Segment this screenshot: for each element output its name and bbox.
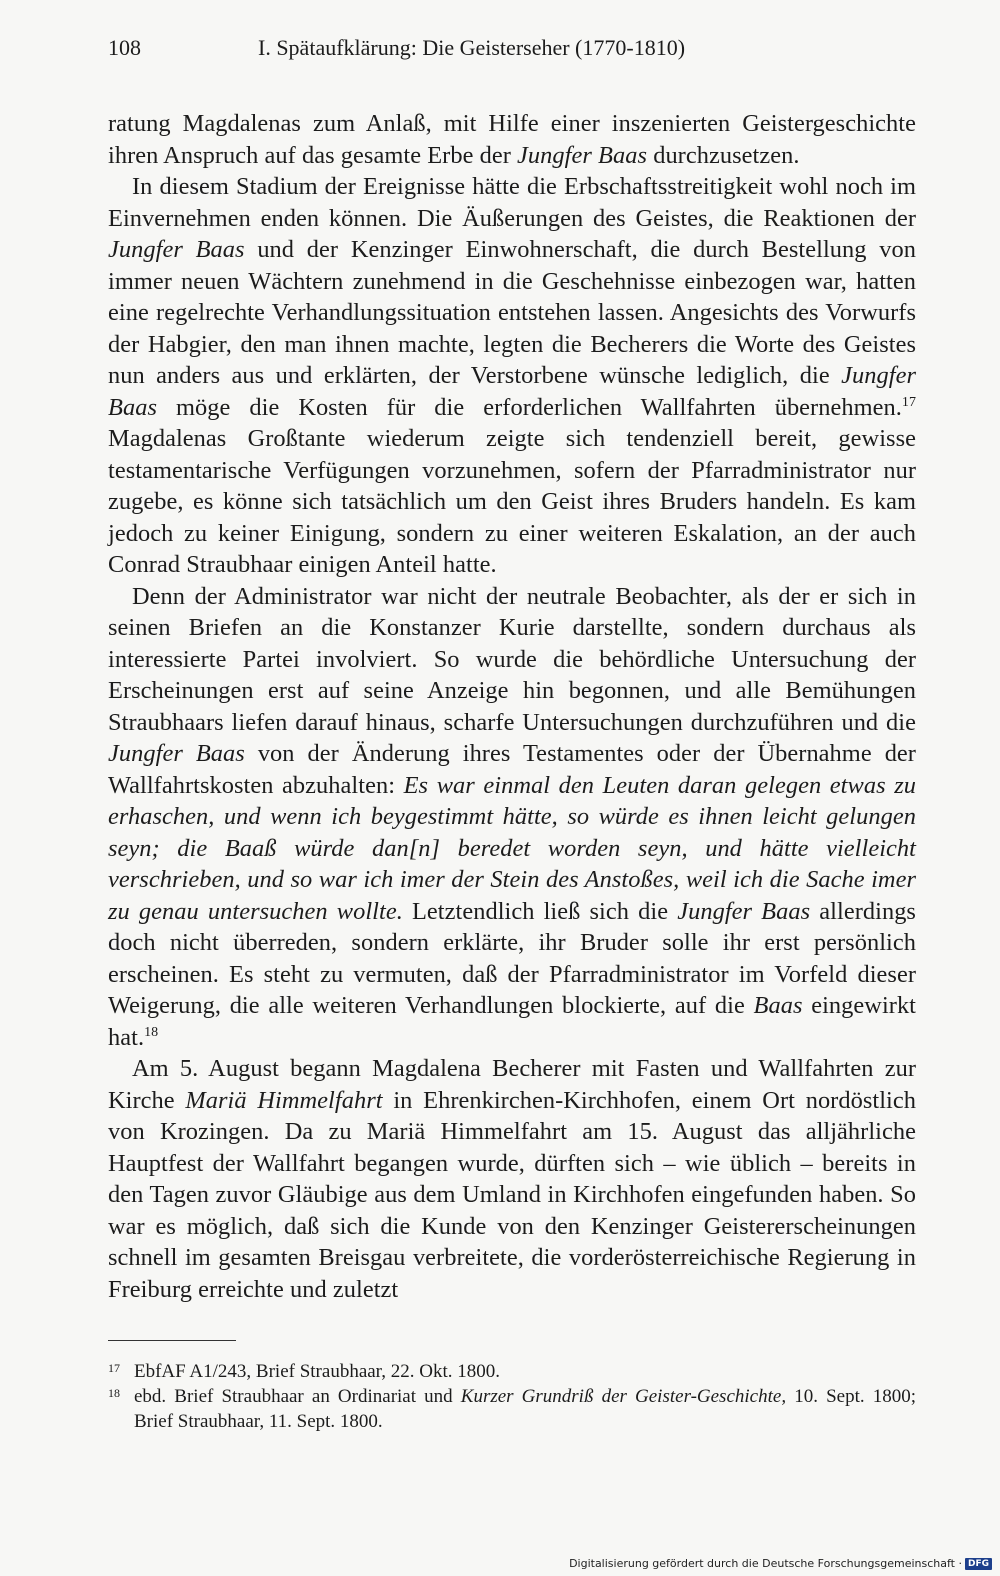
italic-text: Jungfer Baas [108,362,916,421]
text-run: Letztendlich ließ sich die [402,897,678,925]
italic-text: Jungfer Baas [677,897,811,925]
footnote-ref-18[interactable]: 18 [144,1024,159,1040]
footnote-text [134,1359,500,1384]
footnote-text [134,1384,916,1434]
footnote-number: 18 [108,1386,120,1400]
text-run: Am 5. August begann Magdalena Becherer mit Fasten und Wallfahrten zur Kirche [108,1055,916,1114]
footnote-18 [108,1384,916,1434]
body-text [108,108,916,1305]
text-run: in Ehrenkirchen-Kirchhofen, einem Ort nordöstlich von Krozingen. Da zu Mariä Himmelfahrt am 15. August das alljährliche Hauptfest der Wallfahrt begangen wurde, dürften sich – wie üblich – bereits in den Tagen zuvor Gläubige aus dem Umland in Kirchhofen eingefunden haben. So war es möglich, daß sich die Kunde von den Kenzinger Geistererscheinungen schnell im gesamten Breisgau verbreitete, die vorderösterreichische Regierung in Freiburg erreichte und zuletzt [108,1086,916,1303]
text-run: durchzusetzen. [647,141,800,169]
dfg-logo-icon: DFG [965,1558,992,1570]
italic-text: Mariä Himmelfahrt [185,1086,383,1114]
text-run: In diesem Stadium der Ereignisse hätte die Erbschaftsstreitigkeit wohl noch im Einvernehmen enden können. Die Äußerungen des Geistes, die Reaktionen der [108,173,916,232]
page-number: 108 [108,35,141,60]
italic-text: Jungfer Baas [108,236,245,263]
book-page [108,34,916,1305]
italic-text: Jungfer Baas [517,141,648,169]
footnote-divider [108,1340,236,1341]
credit-text: Digitalisierung gefördert durch die Deutsche Forschungsgemeinschaft · [569,1557,962,1570]
text-run: 10. Sept. 1800; Brief Straubhaar, 11. Sept. 1800. [134,1386,916,1432]
text-run: allerdings doch nicht überreden, sondern erklärte, ihr Bruder solle ihr erst persönlich erscheinen. Es steht zu vermuten, daß der Pfarradministrator im Vorfeld dieser Weigerung, die alle weiteren Verhandlungen blockierte, auf die [108,897,916,1019]
italic-quotation: Es war einmal den Leuten daran gelegen etwas zu erhaschen, und wenn ich beygestimmt hätte, so würde es ihnen leicht gelungen seyn; die Baaß würde dan[n] beredet worden seyn, und hätte vielleicht verschrieben, und so war ich imer der Stein des Anstoßes, weil ich die Sache imer zu genau untersuchen wollte. [108,771,916,925]
running-header [108,34,916,64]
italic-text: Baas [753,992,803,1019]
footnotes [108,1359,916,1434]
text-run: EbfAF A1/243, Brief Straubhaar, 22. Okt. 1800. [134,1361,501,1382]
text-run: von der Änderung ihres Testamentes oder der Übernahme der Wallfahrtskosten abzuhalten: [108,740,916,799]
running-title: I. Spätaufklärung: Die Geisterseher (1770-1810) [258,35,686,60]
italic-text: Jungfer Baas [108,740,245,767]
paragraph [108,108,916,171]
text-run: Denn der Administrator war nicht der neutrale Beobachter, als der er sich in seinen Briefen an die Konstanzer Kurie darstellte, sondern durchaus als interessierte Partei involviert. So wurde die behördliche Untersuchung der Erscheinungen erst auf seine Anzeige hin begonnen, und alle Bemühungen Straubhaars liefen darauf hinaus, scharfe Untersuchungen durchzuführen und die [108,582,916,736]
digitization-credit [569,1557,992,1570]
text-run: ratung Magdalenas zum Anlaß, mit Hilfe einer inszenierten Geistergeschichte ihren Anspruch auf das gesamte Erbe der [108,110,916,169]
text-run: Magdalenas Großtante wiederum zeigte sich tendenziell bereit, gewisse testamentarische Verfügungen vorzunehmen, sofern der Pfarradministrator nur zugebe, es könne sich tatsächlich um den Geist ihres Bruders handeln. Es kam jedoch zu keiner Einigung, sondern zu einer weiteren Eskalation, an der auch Conrad Straubhaar einigen Anteil hatte. [108,425,916,578]
footnote-number: 17 [108,1361,120,1375]
text-run: und der Kenzinger Einwohnerschaft, die durch Bestellung von immer neuen Wächtern zunehmend in die Geschehnisse einbezogen war, hatten eine regelrechte Verhandlungssituation entstehen lassen. Angesichts des Vorwurfs der Habgier, den man ihnen machte, legten die Becherers die Worte des Geistes nun anders aus und erklärten, der Verstorbene wünsche lediglich, die [108,236,916,389]
footnote-ref-17[interactable]: 17 [901,394,916,410]
paragraph [108,1053,916,1305]
paragraph [108,171,916,581]
text-run: ebd. Brief Straubhaar an Ordinariat und [134,1386,461,1407]
paragraph [108,581,916,1054]
text-run: eingewirkt hat. [108,992,917,1051]
text-run: möge die Kosten für die erforderlichen Wallfahrten übernehmen. [156,393,902,421]
footnote-17 [108,1359,916,1384]
italic-text: Kurzer Grundriß der Geister-Geschichte, [460,1386,787,1407]
